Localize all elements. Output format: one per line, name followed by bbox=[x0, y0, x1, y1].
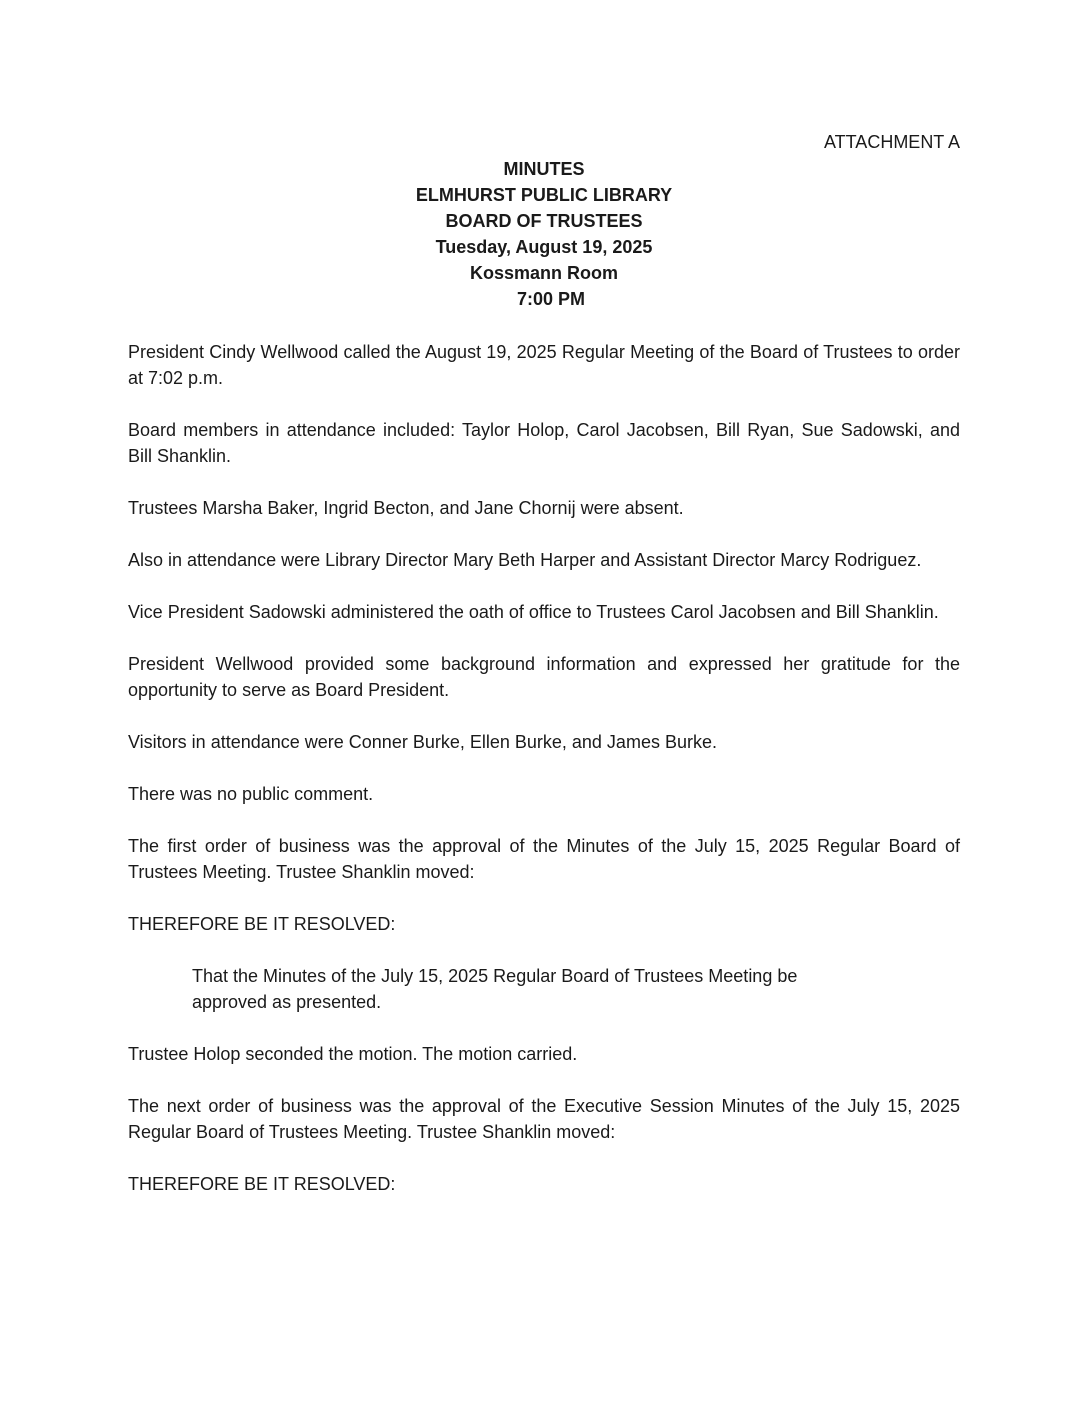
paragraph-resolution-text: That the Minutes of the July 15, 2025 Regular Board of Trustees Meeting be approved as presented. bbox=[192, 966, 798, 1012]
header-organization: ELMHURST PUBLIC LIBRARY bbox=[415, 185, 673, 205]
paragraph-first-business: The first order of business was the approval of the Minutes of the July 15, 2025 Regular Board of Trustees Meeting. Trustee Shanklin moved: bbox=[128, 836, 960, 882]
header-board: BOARD OF TRUSTEES bbox=[445, 211, 643, 231]
paragraph-resolved-heading-2: THEREFORE BE IT RESOLVED: bbox=[128, 1174, 396, 1194]
paragraph-next-business: The next order of business was the approval of the Executive Session Minutes of the July 15, 2025 Regular Board of Trustees Meeting. Trustee Shanklin moved: bbox=[128, 1096, 960, 1142]
document-header bbox=[0, 156, 1088, 312]
paragraph-president-remarks: President Wellwood provided some background information and expressed her gratitude for the opportunity to serve as Board President. bbox=[128, 654, 960, 700]
attachment-label: ATTACHMENT A bbox=[823, 132, 960, 152]
minutes-body bbox=[128, 339, 960, 1223]
header-room: Kossmann Room bbox=[469, 263, 619, 283]
paragraph-staff-attendance: Also in attendance were Library Director Mary Beth Harper and Assistant Director Marcy Rodriguez. bbox=[128, 550, 922, 570]
paragraph-motion-carried: Trustee Holop seconded the motion. The motion carried. bbox=[128, 1044, 578, 1064]
header-date: Tuesday, August 19, 2025 bbox=[435, 237, 653, 257]
paragraph-resolved-heading: THEREFORE BE IT RESOLVED: bbox=[128, 914, 396, 934]
paragraph-visitors: Visitors in attendance were Conner Burke, Ellen Burke, and James Burke. bbox=[128, 732, 717, 752]
header-time: 7:00 PM bbox=[516, 289, 586, 309]
paragraph-attendance: Board members in attendance included: Taylor Holop, Carol Jacobsen, Bill Ryan, Sue Sadowski, and Bill Shanklin. bbox=[128, 420, 960, 466]
paragraph-public-comment: There was no public comment. bbox=[128, 784, 374, 804]
paragraph-oath-of-office: Vice President Sadowski administered the oath of office to Trustees Carol Jacobsen and Bill Shanklin. bbox=[128, 602, 939, 622]
header-title: MINUTES bbox=[503, 159, 585, 179]
paragraph-absent: Trustees Marsha Baker, Ingrid Becton, and Jane Chornij were absent. bbox=[128, 498, 684, 518]
paragraph-call-to-order: President Cindy Wellwood called the August 19, 2025 Regular Meeting of the Board of Trustees to order at 7:02 p.m. bbox=[128, 342, 960, 388]
